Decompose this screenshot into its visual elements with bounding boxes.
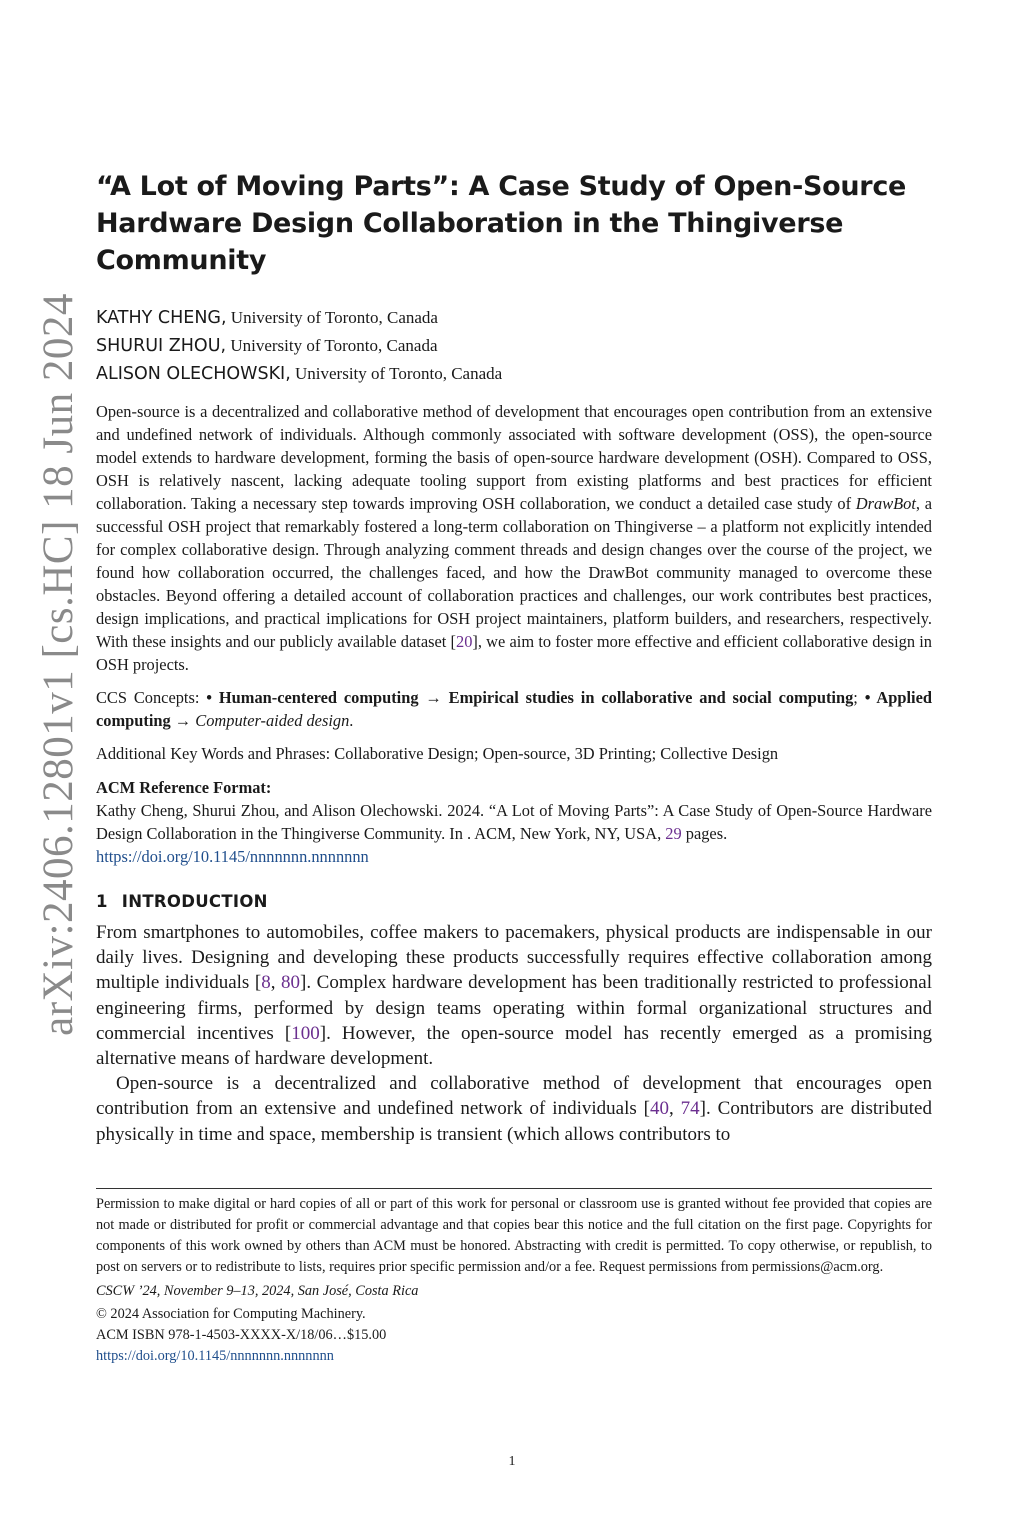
ccs-separator: ; (853, 688, 865, 707)
section-heading (96, 890, 932, 914)
acm-reference-heading: ACM Reference Format: (96, 778, 272, 797)
author-name: SHURUI ZHOU, (96, 336, 227, 356)
copyright: © 2024 Association for Computing Machinery. (96, 1306, 366, 1322)
ccs-concept: Human-centered computing (218, 688, 419, 707)
author-entry (96, 332, 932, 360)
citation-link[interactable]: 100 (291, 1022, 320, 1044)
paper-content (96, 168, 932, 1147)
citation-link[interactable]: 74 (680, 1098, 700, 1120)
section-number: 1 (96, 892, 108, 911)
acm-reference-text: Kathy Cheng, Shurui Zhou, and Alison Olechowski. 2024. “A Lot of Moving Parts”: A Case Study of Open-Source Hardware Design Collaboration in the Thingiverse Community. In . ACM, New York, NY, USA, (96, 801, 932, 843)
permission-notice: Permission to make digital or hard copies of all or part of this work for personal or classroom use is granted without fee provided that copies are not made or distributed for profit or commercial advantage and that copies bear this notice and the full citation on the first page. Copyrights for components of this work owned by others than ACM must be honored. Abstracting with credit is permitted. To copy otherwise, or republish, to post on servers or to redistribute to lists, requires prior specific permission and/or a fee. Request permissions from permissions@acm.org. (96, 1196, 932, 1275)
page-number: 1 (508, 1454, 516, 1469)
abstract-text: Open-source is a decentralized and collaborative method of development that encourages open contribution from an extensive and undefined network of individuals. Although commonly associated with software development (OSS), the open-source model extends to hardware development, forming the basis of open-source hardware development (OSH). Compared to OSS, OSH is relatively nascent, lacking adequate tooling support from existing platforms and best practices for efficient collaboration. Taking a necessary step towards improving OSH collaboration, we conduct a detailed case study of (96, 402, 932, 513)
abstract-text: , a successful OSH project that remarkably fostered a long-term collaboration on Thingiverse – a platform not explicitly intended for complex collaborative design. Through analyzing comment threads and design changes over the course of the project, we found how collaboration occurred, the challenges faced, and how the DrawBot community managed to overcome these obstacles. Beyond offering a detailed account of collaboration practices and challenges, our work contributes best practices, design implications, and practical implications for OSH project maintainers, platform builders, and researchers, respectively. With these insights and our publicly available dataset [ (96, 494, 932, 651)
author-affiliation: University of Toronto, Canada (230, 308, 438, 327)
section-title: INTRODUCTION (121, 892, 268, 911)
author-name: ALISON OLECHOWSKI, (96, 364, 291, 384)
citation-link[interactable]: 8 (261, 972, 271, 994)
author-name: KATHY CHENG, (96, 308, 227, 328)
ccs-bullet: • (206, 688, 219, 707)
arxiv-stamp-text: arXiv:2406.12801v1 [cs.HC] 18 Jun 2024 (34, 292, 82, 1036)
isbn: ACM ISBN 978-1-4503-XXXX-X/18/06…$15.00 (96, 1327, 387, 1343)
footnote-divider (96, 1188, 932, 1189)
ccs-label: CCS Concepts: (96, 688, 207, 707)
ccs-arrow: → (418, 688, 449, 707)
author-affiliation: University of Toronto, Canada (230, 336, 438, 355)
author-list (96, 304, 932, 388)
paper-title: “A Lot of Moving Parts”: A Case Study of Open-Source Hardware Design Collaboration in the Thingiverse Community (96, 171, 907, 276)
footnote (96, 1194, 932, 1367)
ccs-concept: Applied computing (96, 688, 932, 730)
introduction-body (96, 920, 932, 1147)
citation-separator: , (270, 972, 282, 994)
project-name: DrawBot (855, 494, 916, 513)
paragraph-text: Open-source is a decentralized and collaborative method of development that encourages open contribution from an extensive and undefined network of individuals [ (96, 1073, 932, 1120)
citation-link[interactable]: 80 (281, 972, 301, 994)
keywords: Additional Key Words and Phrases: Collaborative Design; Open-source, 3D Printing; Collective Design (96, 744, 779, 763)
author-entry (96, 304, 932, 332)
citation-link[interactable]: 20 (456, 632, 473, 651)
acm-reference-pages-suffix: pages. (681, 824, 728, 843)
venue: CSCW ’24, November 9–13, 2024, San José, Costa Rica (96, 1283, 419, 1299)
doi-link[interactable]: https://doi.org/10.1145/nnnnnnn.nnnnnnn (96, 847, 369, 866)
ccs-bullet: • (864, 688, 877, 707)
paragraph-text: ]. However, the open-source model has recently emerged as a promising alternative means of hardware development. (96, 1022, 932, 1070)
author-entry (96, 360, 932, 388)
ccs-concepts (96, 686, 932, 732)
author-affiliation: University of Toronto, Canada (295, 364, 503, 383)
ccs-arrow: → (170, 711, 196, 730)
paragraph-text: ]. Contributors are distributed physically in time and space, membership is transient (which allows contributors to (96, 1098, 932, 1145)
footnote-doi-link[interactable]: https://doi.org/10.1145/nnnnnnn.nnnnnnn (96, 1348, 334, 1364)
acm-reference (96, 799, 932, 868)
arxiv-stamp (18, 288, 98, 1040)
paragraph-text: From smartphones to automobiles, coffee makers to pacemakers, physical products are indispensable in our daily lives. Designing and developing these products successfully requires effective collaboration among multiple individuals [ (96, 922, 932, 994)
paragraph (96, 1071, 932, 1147)
citation-separator: , (668, 1098, 681, 1120)
paragraph-text: ]. Complex hardware development has been traditionally restricted to professional engineering firms, performed by design teams operating within formal organizational structures and commercial incentives [ (96, 972, 932, 1044)
citation-link[interactable]: 40 (649, 1098, 669, 1120)
abstract (96, 400, 932, 676)
ccs-end: . (349, 711, 354, 730)
pages-link[interactable]: 29 (665, 824, 682, 843)
ccs-concept: Computer-aided design (195, 711, 350, 730)
paragraph (96, 920, 932, 1071)
ccs-concept: Empirical studies in collaborative and social computing (448, 688, 854, 707)
abstract-text: ], we aim to foster more effective and efficient collaborative design in OSH projects. (96, 632, 933, 674)
